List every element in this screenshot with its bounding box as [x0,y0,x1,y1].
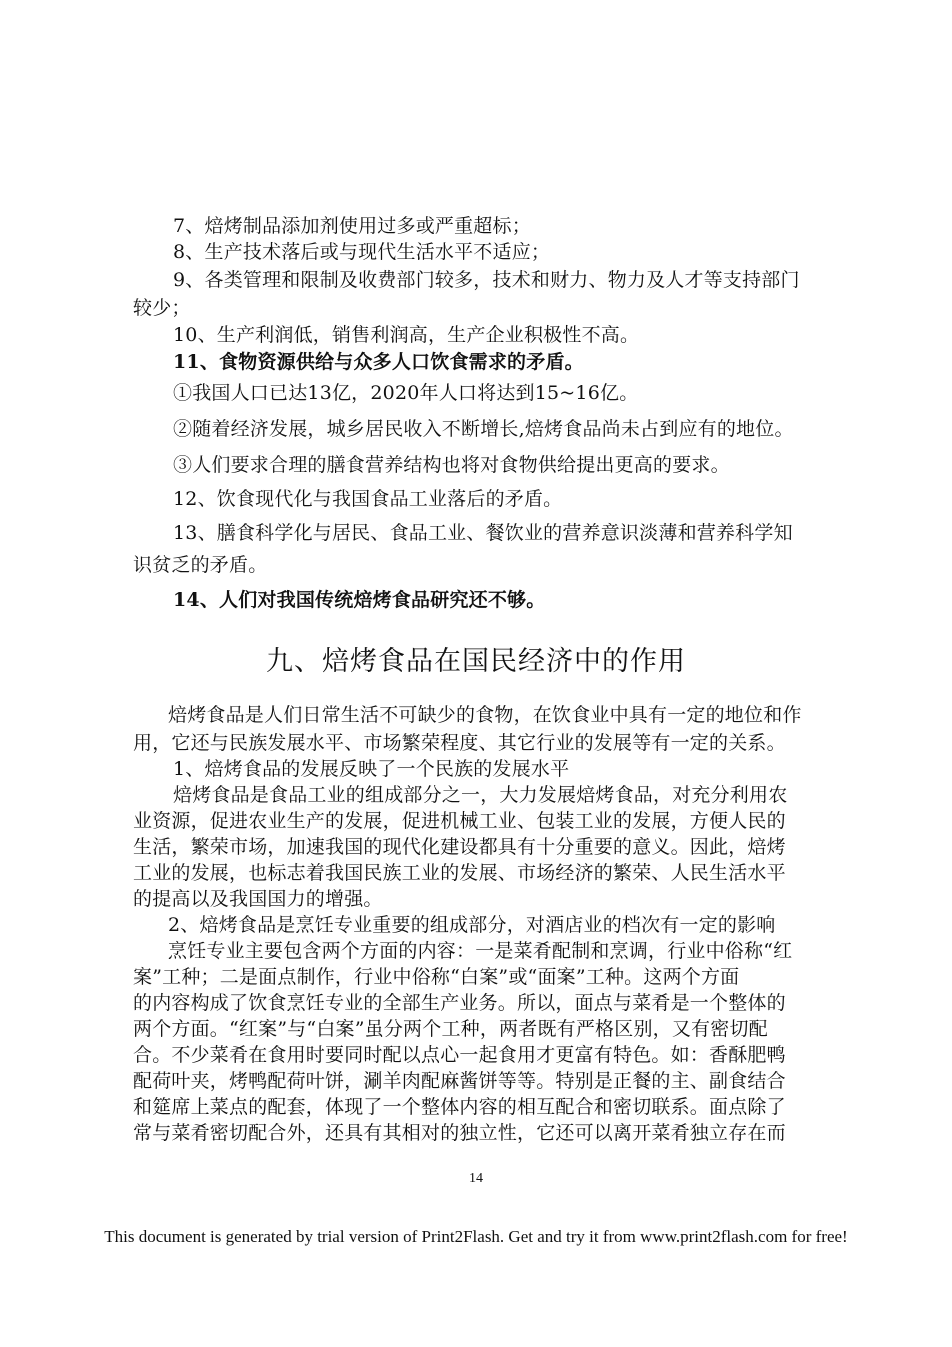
body-line: 案”工种；二是面点制作，行业中俗称“白案”或“面案”工种。这两个方面 [133,966,740,988]
list-item-13-continued: 识贫乏的矛盾。 [133,554,268,576]
body-line: 工业的发展，也标志着我国民族工业的发展、市场经济的繁荣、人民生活水平 [133,862,786,884]
page-number: 14 [469,1171,483,1186]
list-item-14: 14、人们对我国传统焙烤食品研究还不够。 [173,589,546,611]
body-line: 烹饪专业主要包含两个方面的内容：一是菜肴配制和烹调，行业中俗称“红 [168,940,793,962]
trial-notice-footer: This document is generated by trial version of Print2Flash. Get and try it from www.print2flash.com for free! [104,1227,848,1246]
body-line: 和筵席上菜点的配套，体现了一个整体内容的相互配合和密切联系。面点除了 [133,1096,786,1118]
list-subitem-2: ②随着经济发展，城乡居民收入不断增长,焙烤食品尚未占到应有的地位。 [173,418,794,440]
list-item-9: 9、各类管理和限制及收费部门较多，技术和财力、物力及人才等支持部门 [173,269,800,291]
list-item-9-continued: 较少； [133,297,191,319]
body-line: 两个方面。“红案”与“白案”虽分两个工种，两者既有严格区别，又有密切配 [133,1018,768,1040]
list-item-8: 8、生产技术落后或与现代生活水平不适应； [173,241,551,263]
body-line: 常与菜肴密切配合外，还具有其相对的独立性，它还可以离开菜肴独立存在而 [133,1122,786,1144]
body-line: 的内容构成了饮食烹饪专业的全部生产业务。所以，面点与菜肴是一个整体的 [133,992,786,1014]
list-item-11: 11、食物资源供给与众多人口饮食需求的矛盾。 [173,351,584,373]
list-item-7: 7、焙烤制品添加剂使用过多或严重超标； [173,215,531,237]
list-item-13: 13、膳食科学化与居民、食品工业、餐饮业的营养意识淡薄和营养科学知 [173,522,793,544]
subheading-1: 1、焙烤食品的发展反映了一个民族的发展水平 [173,758,570,780]
list-item-12: 12、饮食现代化与我国食品工业落后的矛盾。 [173,488,563,510]
body-line: 业资源，促进农业生产的发展，促进机械工业、包装工业的发展，方便人民的 [133,810,786,832]
section-title: 九、焙烤食品在国民经济中的作用 [266,646,686,677]
body-line: 的提高以及我国国力的增强。 [133,888,383,910]
subheading-2: 2、焙烤食品是烹饪专业重要的组成部分，对酒店业的档次有一定的影响 [168,914,776,936]
body-line: 焙烤食品是食品工业的组成部分之一，大力发展焙烤食品，对充分利用农 [173,784,788,806]
body-line: 用，它还与民族发展水平、市场繁荣程度、其它行业的发展等有一定的关系。 [133,732,786,754]
list-subitem-3: ③人们要求合理的膳食营养结构也将对食物供给提出更高的要求。 [173,454,730,476]
body-line: 配荷叶夹，烤鸭配荷叶饼，涮羊肉配麻酱饼等等。特别是正餐的主、副食结合 [133,1070,786,1092]
list-item-10: 10、生产利润低，销售利润高，生产企业积极性不高。 [173,324,640,346]
list-subitem-1: ①我国人口已达13亿，2020年人口将达到15~16亿。 [173,382,639,404]
body-line: 焙烤食品是人们日常生活不可缺少的食物，在饮食业中具有一定的地位和作 [168,704,802,726]
body-line: 生活，繁荣市场，加速我国的现代化建设都具有十分重要的意义。因此，焙烤 [133,836,786,858]
body-line: 合。不少菜肴在食用时要同时配以点心一起食用才更富有特色。如：香酥肥鸭 [133,1044,786,1066]
